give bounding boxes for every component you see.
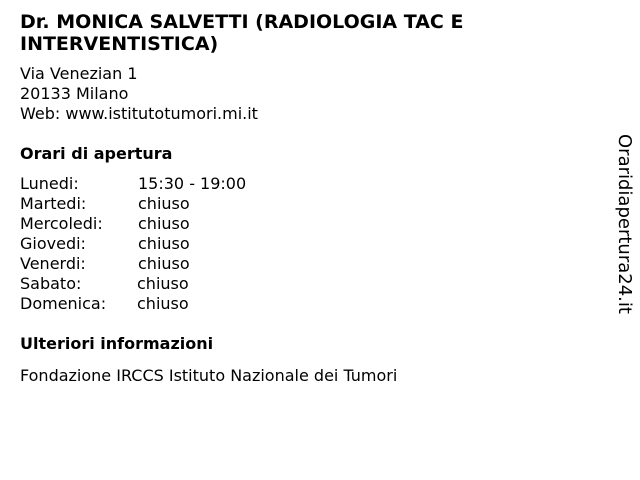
hours-row-thursday — [20, 234, 320, 254]
hours-row-wednesday — [20, 214, 320, 234]
day-label: Sabato: — [20, 274, 82, 293]
more-info-heading: Ulteriori informazioni — [20, 334, 214, 353]
time-value: 15:30 - 19:00 — [138, 174, 247, 193]
time-value: chiuso — [138, 234, 190, 253]
time-value: chiuso — [137, 294, 189, 313]
day-label: Mercoledi: — [20, 214, 103, 233]
hours-row-friday — [20, 254, 320, 274]
day-label: Lunedi: — [20, 174, 79, 193]
hours-row-sunday — [20, 294, 320, 314]
day-label: Domenica: — [20, 294, 107, 313]
page-title: Dr. MONICA SALVETTI (RADIOLOGIA TAC E INTERVENTISTICA) — [20, 11, 464, 55]
website-link[interactable]: Web: www.istitutotumori.mi.it — [20, 104, 258, 123]
opening-hours-table — [20, 174, 320, 314]
hours-row-monday — [20, 174, 320, 194]
address-city: 20133 Milano — [20, 84, 129, 103]
address-street: Via Venezian 1 — [20, 64, 138, 83]
hours-row-saturday — [20, 274, 320, 294]
time-value: chiuso — [138, 194, 190, 213]
time-value: chiuso — [138, 214, 190, 233]
more-info-text: Fondazione IRCCS Istituto Nazionale dei Tumori — [20, 366, 398, 385]
time-value: chiuso — [138, 254, 190, 273]
hours-row-tuesday — [20, 194, 320, 214]
site-watermark: Oraridiapertura24.it — [614, 134, 635, 314]
day-label: Venerdi: — [20, 254, 86, 273]
day-label: Martedi: — [20, 194, 87, 213]
opening-hours-heading: Orari di apertura — [20, 144, 173, 163]
day-label: Giovedi: — [20, 234, 86, 253]
time-value: chiuso — [137, 274, 189, 293]
